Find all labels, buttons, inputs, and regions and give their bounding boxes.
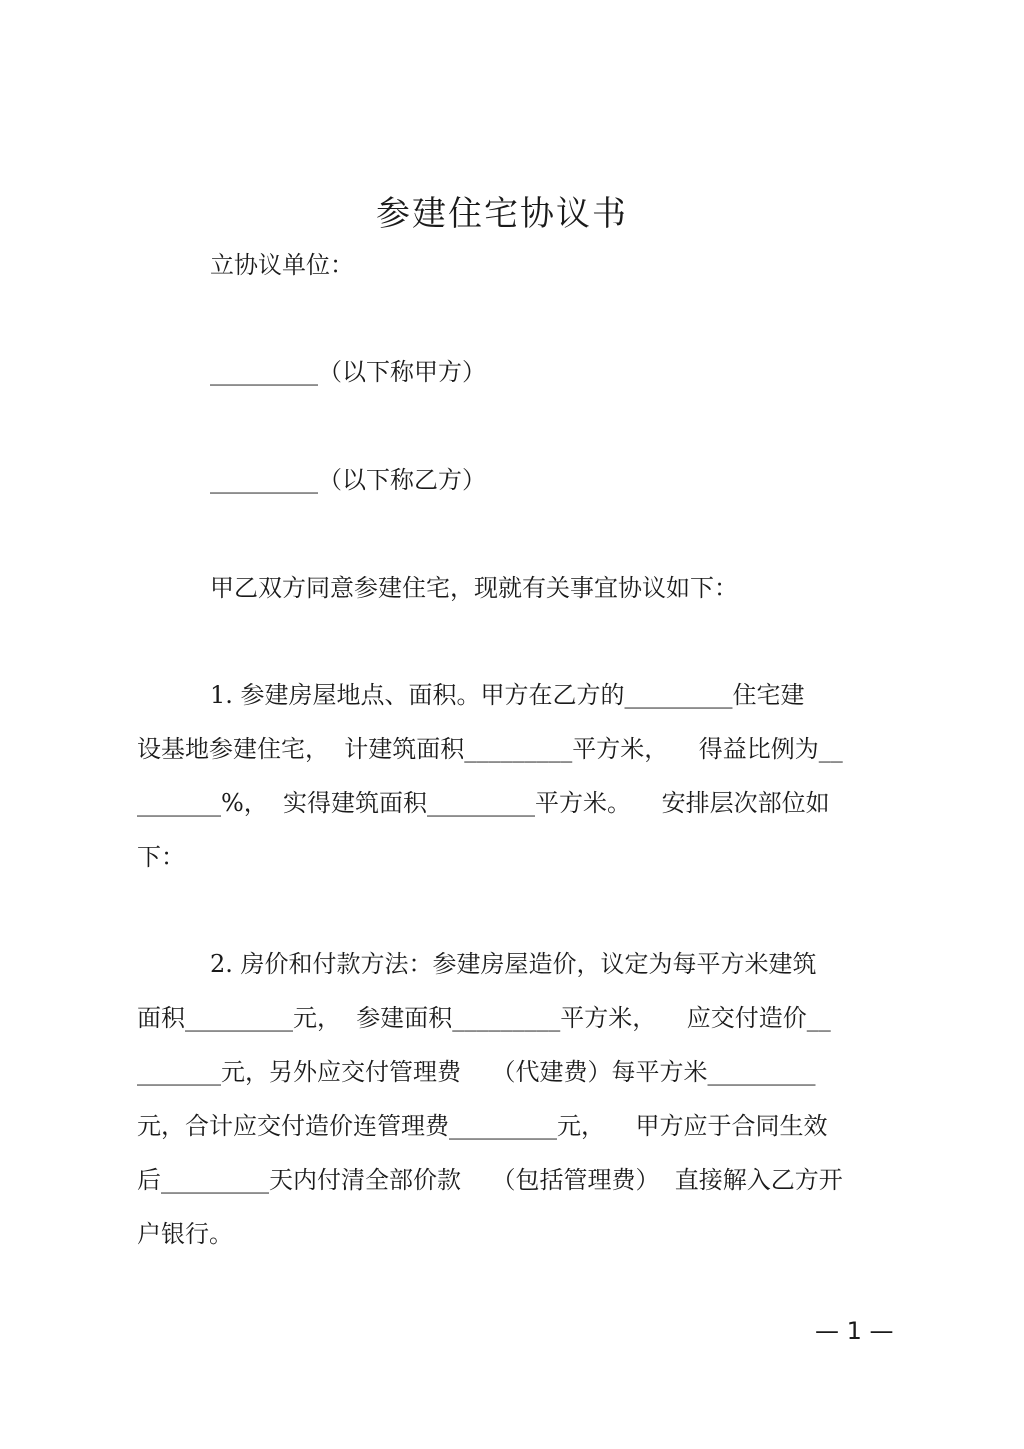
clause2-line: 元，合计应交付造价连管理费_________元， 甲方应于合同生效 (137, 1112, 828, 1140)
document-title: 参建住宅协议书 (376, 194, 628, 234)
clause2-line: _______元，另外应交付管理费 （代建费）每平方米_________ (137, 1058, 816, 1086)
page-number: — 1 — (815, 1317, 894, 1345)
party-a-line: _________（以下称甲方） (210, 358, 486, 386)
party-b-line: _________（以下称乙方） (210, 466, 486, 494)
clause1-line: 下： (137, 843, 185, 871)
clause1-line: 设基地参建住宅， 计建筑面积_________平方米， 得益比例为__ (137, 735, 843, 763)
clause1-line: _______%， 实得建筑面积_________平方米。 安排层次部位如 (137, 789, 830, 817)
clause2-line: 面积_________元， 参建面积_________平方米， 应交付造价__ (137, 1004, 831, 1032)
party-heading: 立协议单位： (210, 251, 354, 279)
clause2-line: 后_________天内付清全部价款 （包括管理费） 直接解入乙方开 (137, 1166, 843, 1194)
intro-paragraph: 甲乙双方同意参建住宅，现就有关事宜协议如下： (210, 574, 738, 602)
clause2-line: 户银行。 (137, 1220, 233, 1248)
clause2-line: 2. 房价和付款方法：参建房屋造价，议定为每平方米建筑 (210, 950, 817, 978)
clause1-line: 1. 参建房屋地点、面积。甲方在乙方的_________住宅建 (210, 681, 805, 709)
